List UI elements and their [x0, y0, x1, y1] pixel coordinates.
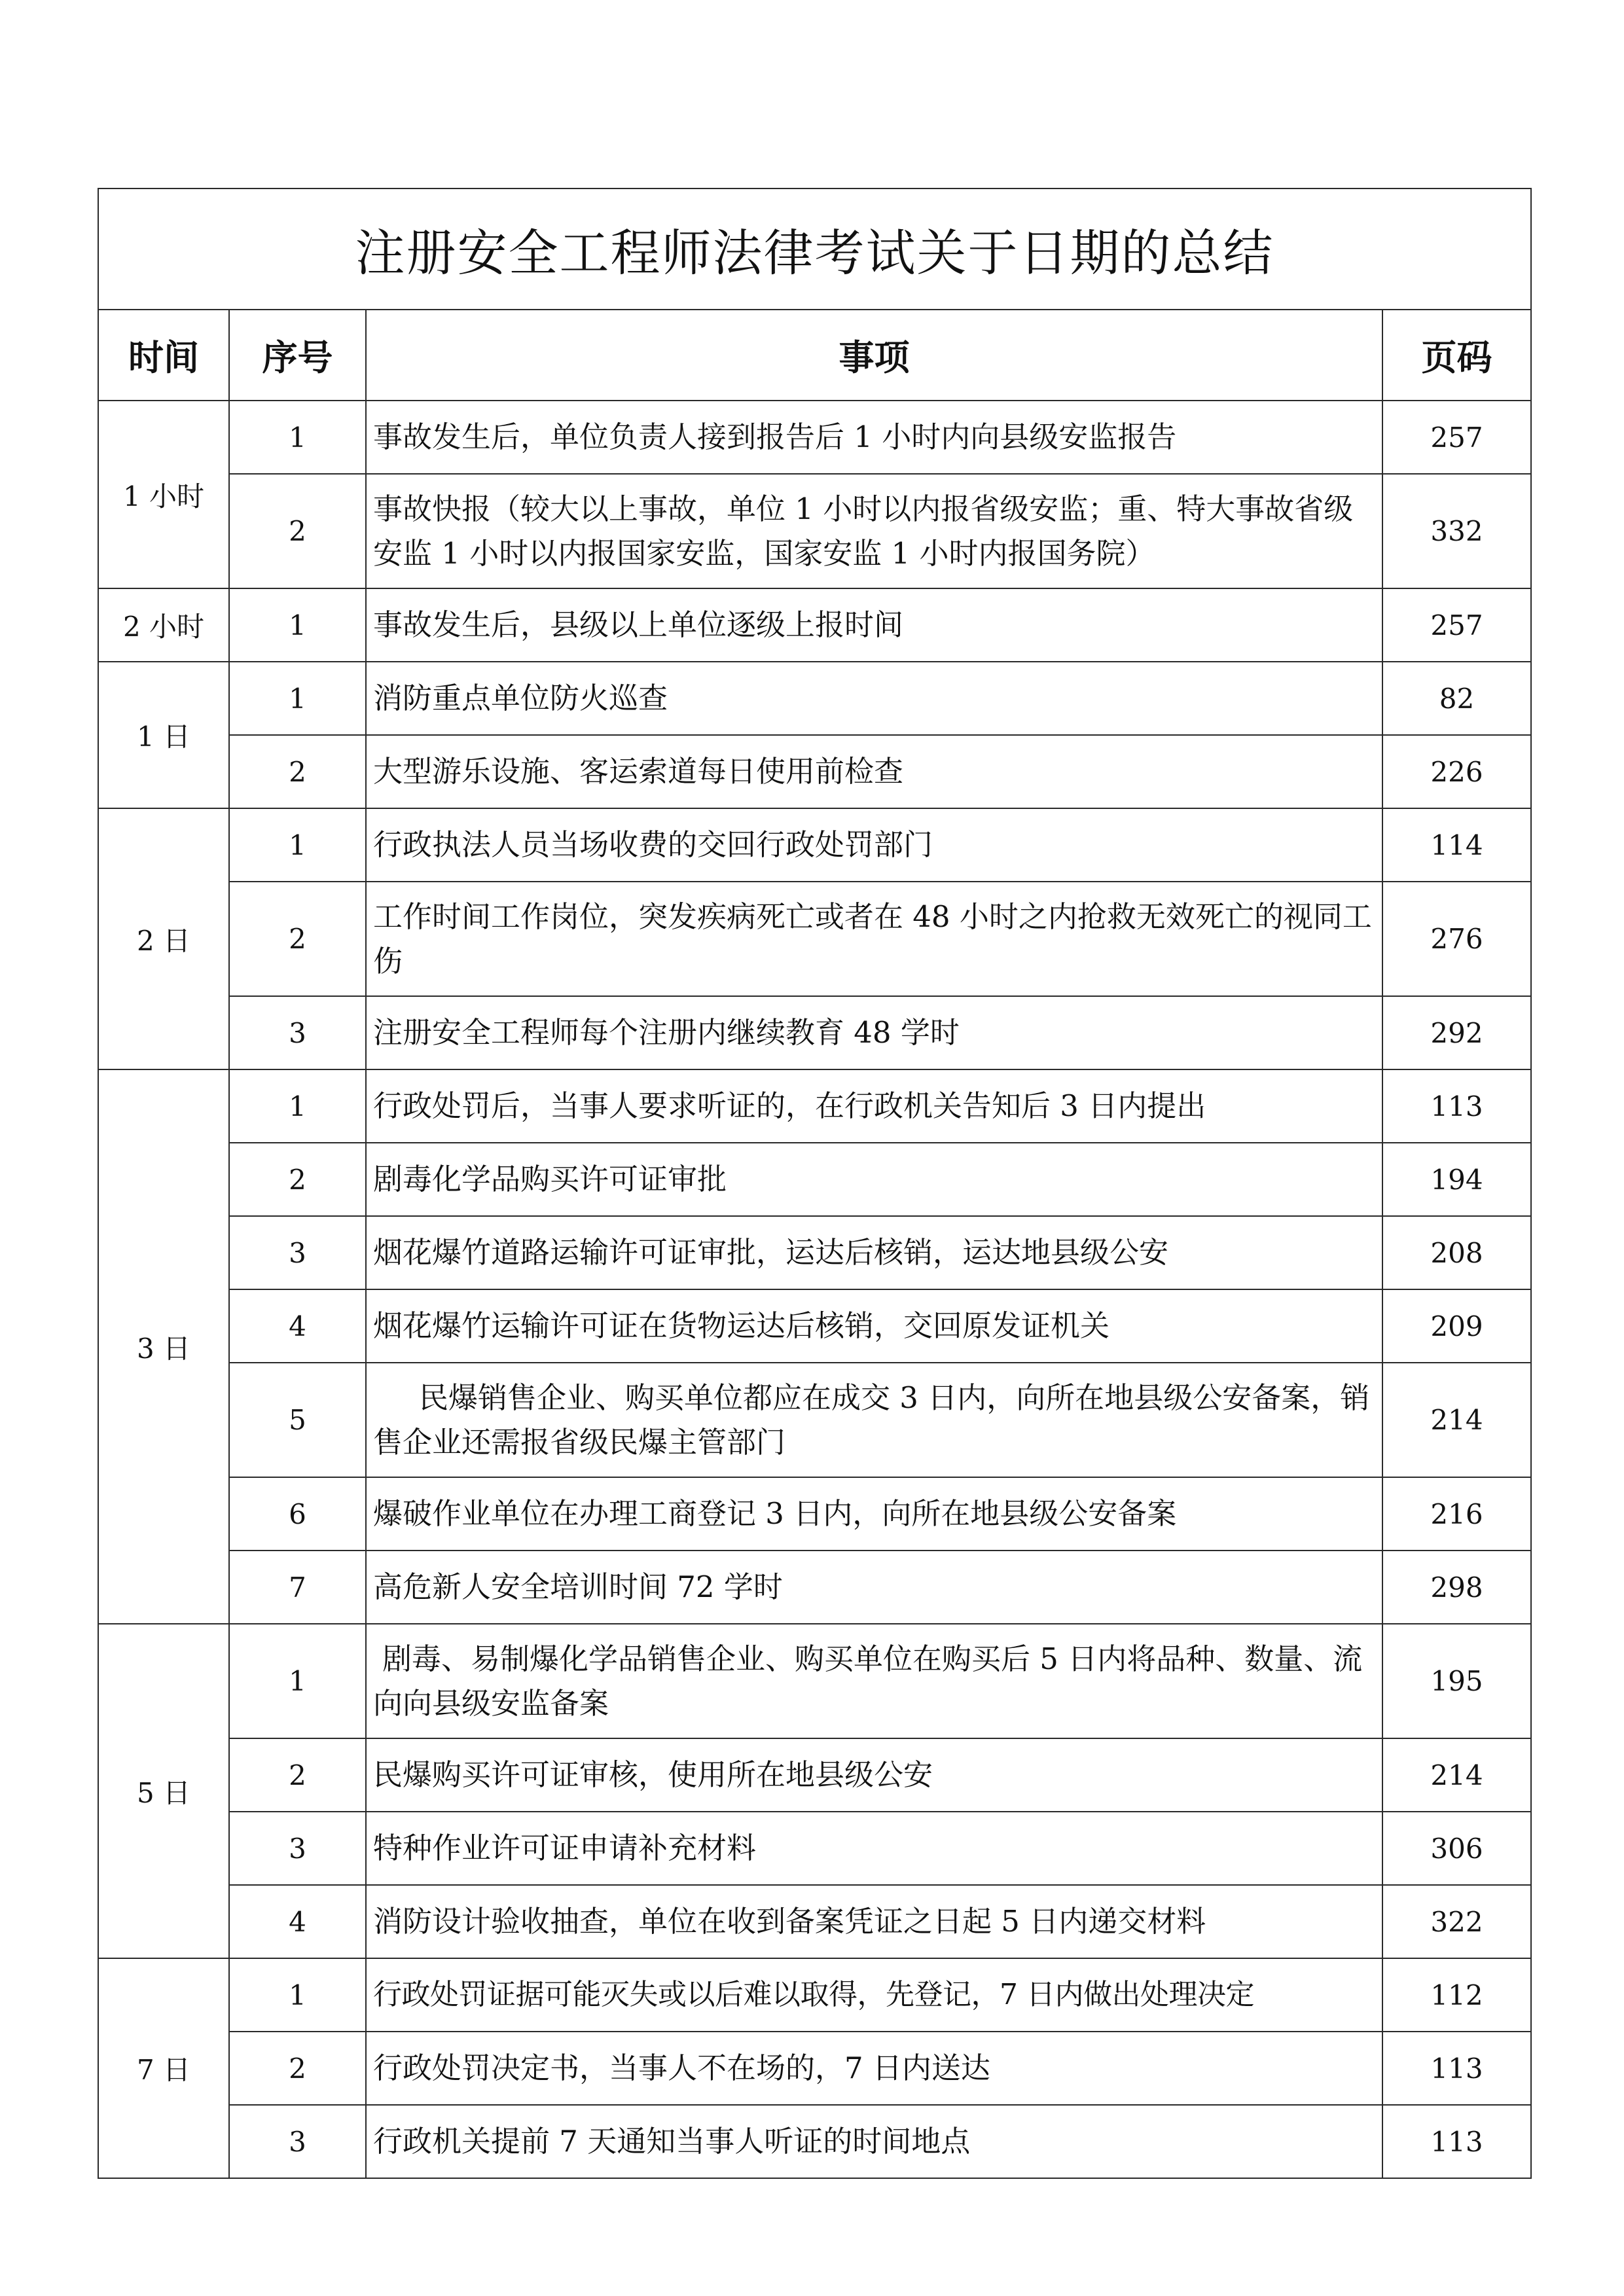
table-row	[98, 1216, 1531, 1289]
item-cell: 注册安全工程师每个注册内继续教育 48 学时	[366, 996, 1382, 1069]
summary-table	[98, 188, 1532, 2179]
time-group-cell: 2 小时	[98, 588, 229, 662]
item-cell: 特种作业许可证申请补充材料	[366, 1812, 1382, 1885]
page-cell: 322	[1382, 1885, 1531, 1958]
page-cell: 216	[1382, 1477, 1531, 1551]
table-row	[98, 1624, 1531, 1738]
table-row	[98, 996, 1531, 1069]
seq-cell: 4	[229, 1885, 366, 1958]
seq-cell: 3	[229, 1812, 366, 1885]
time-group-cell: 7 日	[98, 1958, 229, 2178]
item-cell: 事故发生后，单位负责人接到报告后 1 小时内向县级安监报告	[366, 401, 1382, 474]
page-cell: 292	[1382, 996, 1531, 1069]
document-page	[98, 188, 1530, 2179]
item-cell: 事故快报（较大以上事故，单位 1 小时以内报省级安监；重、特大事故省级安监 1 小时以内报国家安监，国家安监 1 小时内报国务院）	[366, 474, 1382, 588]
seq-cell: 1	[229, 808, 366, 882]
table-row	[98, 1363, 1531, 1477]
seq-cell: 4	[229, 1289, 366, 1363]
item-cell: 消防重点单位防火巡查	[366, 662, 1382, 735]
page-cell: 214	[1382, 1363, 1531, 1477]
time-group-cell: 1 日	[98, 662, 229, 808]
item-cell: 消防设计验收抽查，单位在收到备案凭证之日起 5 日内递交材料	[366, 1885, 1382, 1958]
seq-cell: 1	[229, 588, 366, 662]
seq-cell: 6	[229, 1477, 366, 1551]
page-cell: 208	[1382, 1216, 1531, 1289]
page-cell: 194	[1382, 1143, 1531, 1216]
table-row	[98, 662, 1531, 735]
table-row	[98, 588, 1531, 662]
page-cell: 113	[1382, 1069, 1531, 1143]
time-group-cell: 5 日	[98, 1624, 229, 1958]
seq-cell: 1	[229, 662, 366, 735]
item-cell: 行政处罚证据可能灭失或以后难以取得，先登记，7 日内做出处理决定	[366, 1958, 1382, 2032]
page-cell: 332	[1382, 474, 1531, 588]
header-page: 页码	[1382, 310, 1531, 401]
seq-cell: 1	[229, 1069, 366, 1143]
table-row	[98, 1551, 1531, 1624]
page-cell: 257	[1382, 401, 1531, 474]
seq-cell: 3	[229, 2105, 366, 2178]
item-cell: 爆破作业单位在办理工商登记 3 日内，向所在地县级公安备案	[366, 1477, 1382, 1551]
table-row	[98, 2105, 1531, 2178]
seq-cell: 2	[229, 1738, 366, 1812]
item-cell: 行政机关提前 7 天通知当事人听证的时间地点	[366, 2105, 1382, 2178]
item-cell: 行政处罚决定书，当事人不在场的，7 日内送达	[366, 2032, 1382, 2105]
seq-cell: 7	[229, 1551, 366, 1624]
table-row	[98, 1143, 1531, 1216]
table-row	[98, 401, 1531, 474]
page-cell: 306	[1382, 1812, 1531, 1885]
seq-cell: 5	[229, 1363, 366, 1477]
seq-cell: 1	[229, 1958, 366, 2032]
page-cell: 112	[1382, 1958, 1531, 2032]
header-item: 事项	[366, 310, 1382, 401]
time-group-cell: 1 小时	[98, 401, 229, 588]
seq-cell: 1	[229, 1624, 366, 1738]
item-cell: 行政执法人员当场收费的交回行政处罚部门	[366, 808, 1382, 882]
seq-cell: 2	[229, 2032, 366, 2105]
item-cell: 烟花爆竹运输许可证在货物运达后核销，交回原发证机关	[366, 1289, 1382, 1363]
header-time: 时间	[98, 310, 229, 401]
item-cell: 高危新人安全培训时间 72 学时	[366, 1551, 1382, 1624]
page-cell: 209	[1382, 1289, 1531, 1363]
table-row	[98, 1289, 1531, 1363]
time-group-cell: 2 日	[98, 808, 229, 1069]
item-cell: 民爆销售企业、购买单位都应在成交 3 日内，向所在地县级公安备案，销售企业还需报省级民爆主管部门	[366, 1363, 1382, 1477]
seq-cell: 1	[229, 401, 366, 474]
item-cell: 行政处罚后，当事人要求听证的，在行政机关告知后 3 日内提出	[366, 1069, 1382, 1143]
seq-cell: 2	[229, 1143, 366, 1216]
table-title: 注册安全工程师法律考试关于日期的总结	[98, 188, 1531, 310]
page-cell: 298	[1382, 1551, 1531, 1624]
page-cell: 82	[1382, 662, 1531, 735]
page-cell: 214	[1382, 1738, 1531, 1812]
page-cell: 276	[1382, 882, 1531, 996]
page-cell: 195	[1382, 1624, 1531, 1738]
page-cell: 257	[1382, 588, 1531, 662]
page-cell: 114	[1382, 808, 1531, 882]
seq-cell: 3	[229, 1216, 366, 1289]
table-row	[98, 808, 1531, 882]
page-cell: 226	[1382, 735, 1531, 808]
item-cell: 民爆购买许可证审核，使用所在地县级公安	[366, 1738, 1382, 1812]
item-cell: 事故发生后，县级以上单位逐级上报时间	[366, 588, 1382, 662]
table-row	[98, 1477, 1531, 1551]
item-cell: 工作时间工作岗位，突发疾病死亡或者在 48 小时之内抢救无效死亡的视同工伤	[366, 882, 1382, 996]
item-cell: 剧毒化学品购买许可证审批	[366, 1143, 1382, 1216]
item-cell: 大型游乐设施、客运索道每日使用前检查	[366, 735, 1382, 808]
seq-cell: 2	[229, 474, 366, 588]
table-row	[98, 1958, 1531, 2032]
page-cell: 113	[1382, 2032, 1531, 2105]
time-group-cell: 3 日	[98, 1069, 229, 1624]
header-seq: 序号	[229, 310, 366, 401]
seq-cell: 3	[229, 996, 366, 1069]
item-cell: 剧毒、易制爆化学品销售企业、购买单位在购买后 5 日内将品种、数量、流向向县级安监备案	[366, 1624, 1382, 1738]
header-row	[98, 310, 1531, 401]
page-cell: 113	[1382, 2105, 1531, 2178]
table-row	[98, 1738, 1531, 1812]
table-row	[98, 474, 1531, 588]
table-row	[98, 1069, 1531, 1143]
seq-cell: 2	[229, 882, 366, 996]
seq-cell: 2	[229, 735, 366, 808]
table-row	[98, 1885, 1531, 1958]
table-row	[98, 882, 1531, 996]
table-row	[98, 1812, 1531, 1885]
item-cell: 烟花爆竹道路运输许可证审批，运达后核销，运达地县级公安	[366, 1216, 1382, 1289]
table-row	[98, 735, 1531, 808]
table-row	[98, 2032, 1531, 2105]
